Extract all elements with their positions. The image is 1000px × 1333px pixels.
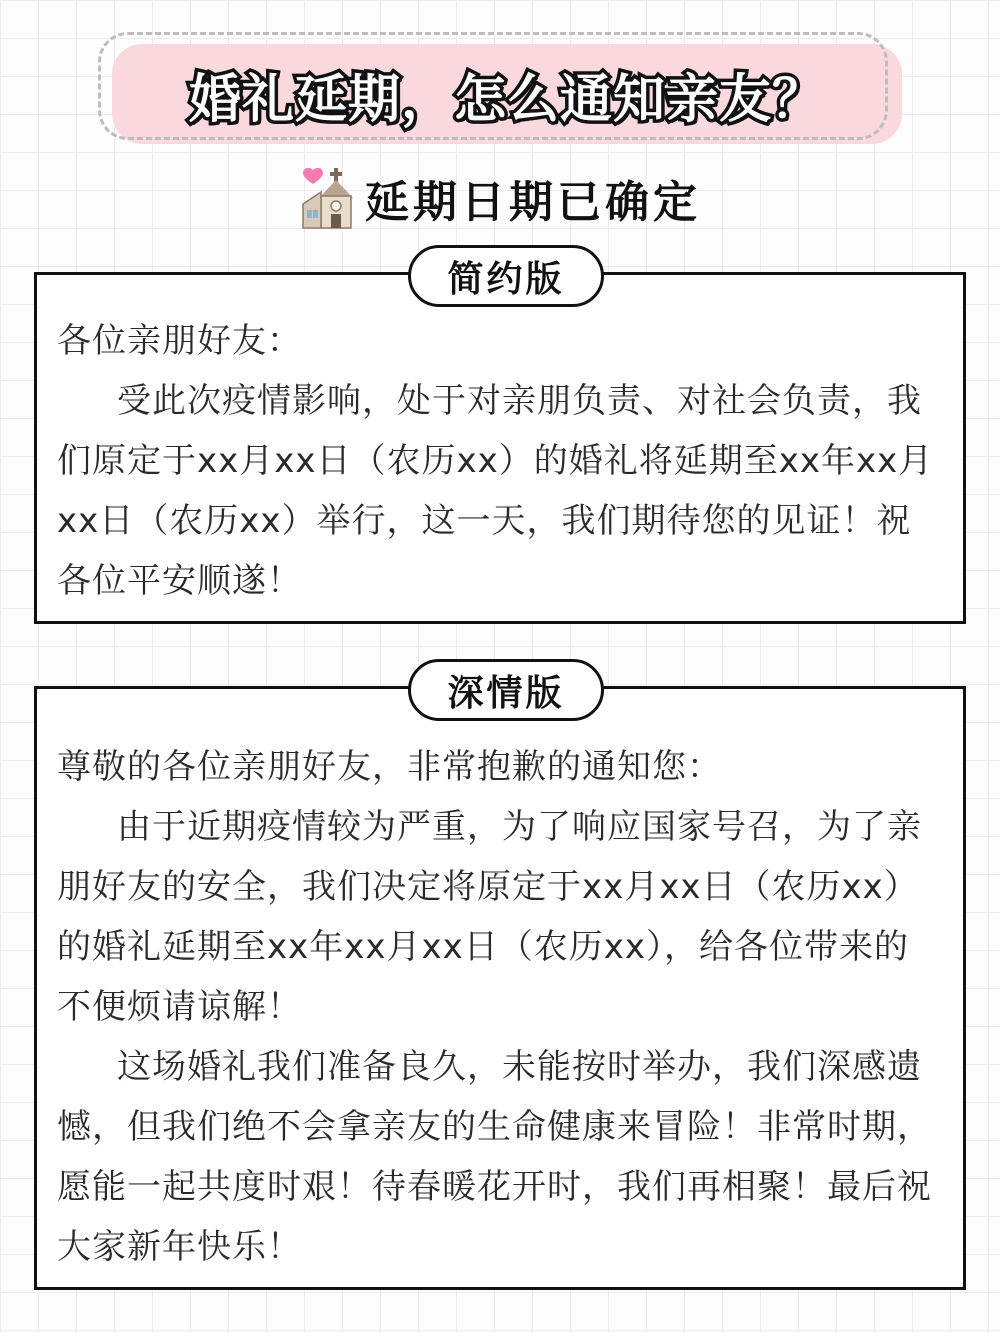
simple-card-text — [57, 311, 943, 611]
simple-greeting: 各位亲朋好友： — [57, 321, 302, 361]
deep-paragraph-1: 由于近期疫情较为严重，为了响应国家号召，为了亲朋好友的安全，我们决定将原定于xx月xx日（农历xx）的婚礼延期至xx年xx月xx日（农历xx），给各位带来的不便烦请谅解！ — [57, 807, 922, 1027]
deep-greeting: 尊敬的各位亲朋好友，非常抱歉的通知您： — [57, 747, 722, 787]
simple-version-card — [34, 272, 966, 624]
deep-paragraph-2: 这场婚礼我们准备良久，未能按时举办，我们深感遗憾，但我们绝不会拿亲友的生命健康来冒险！非常时期，愿能一起共度时艰！待春暖花开时，我们再相聚！最后祝大家新年快乐！ — [57, 1047, 932, 1267]
subtitle-text: 延期日期已确定 — [365, 177, 701, 228]
wedding-chapel-icon — [299, 166, 357, 230]
banner-dashed-frame — [98, 32, 888, 140]
simple-body: 受此次疫情影响，处于对亲朋负责、对社会负责，我们原定于xx月xx日（农历xx）的婚礼将延期至xx年xx月xx日（农历xx）举行，这一天，我们期待您的见证！祝各位平安顺遂！ — [57, 381, 934, 601]
banner-title: 婚礼延期，怎么通知亲友？ — [188, 69, 825, 130]
subtitle-row — [0, 158, 1000, 238]
simple-version-label: 简约版 — [408, 245, 604, 307]
deep-version-label: 深情版 — [408, 659, 604, 721]
deep-version-card — [34, 686, 966, 1290]
deep-card-text — [57, 737, 943, 1277]
